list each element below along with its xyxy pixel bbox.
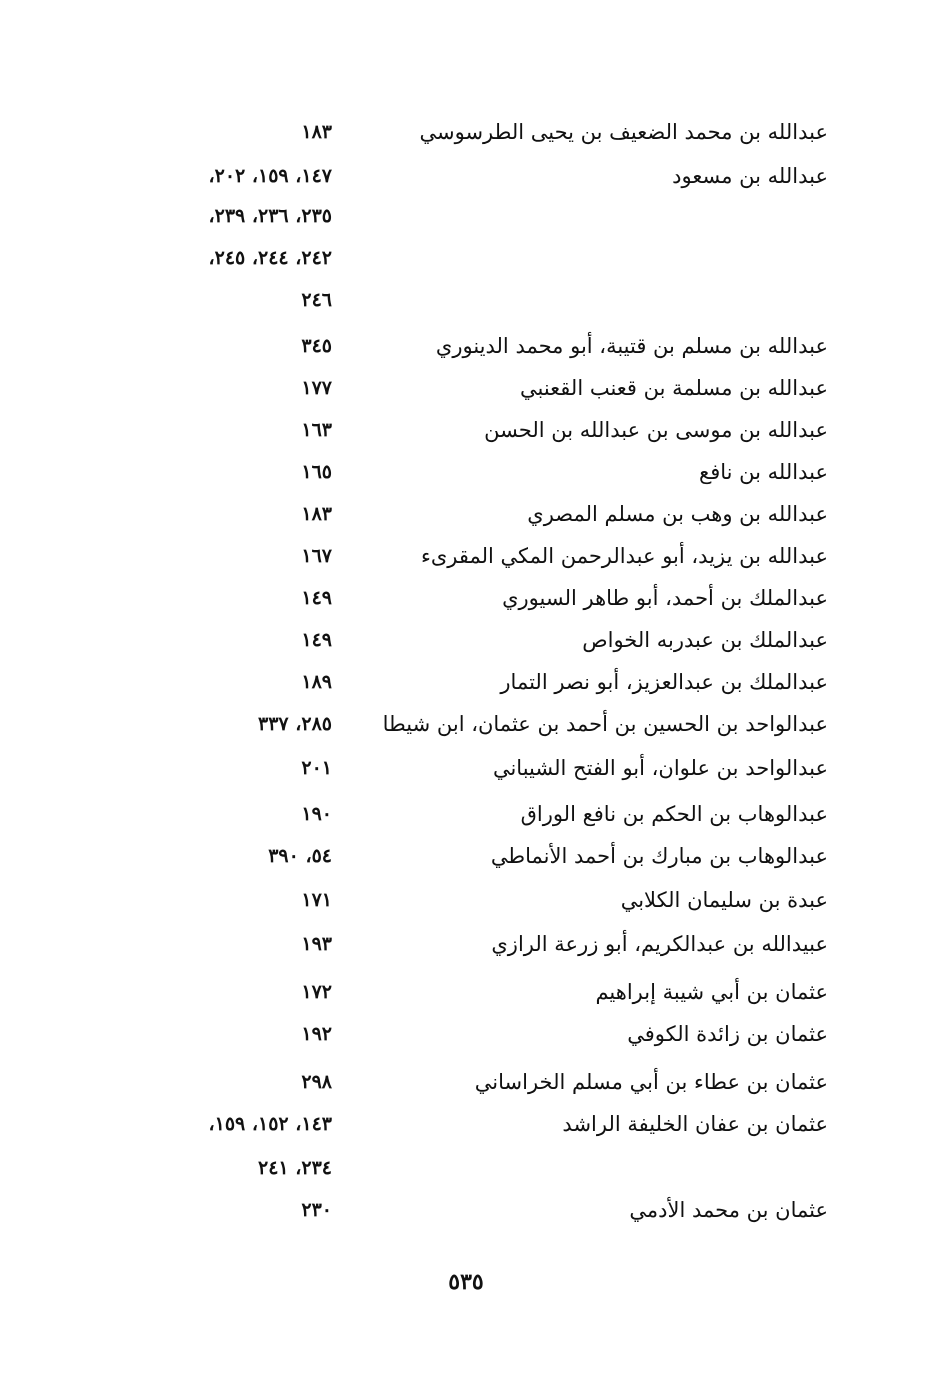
entry-name: عثمان بن محمد الأدمي xyxy=(629,1198,828,1222)
entry-name: عثمان بن عفان الخليفة الراشد xyxy=(562,1112,828,1136)
index-entry xyxy=(0,112,932,152)
entry-pages: ١٦٣ xyxy=(301,419,332,441)
entry-pages: ٢٨٥، ٣٣٧ xyxy=(258,713,332,735)
entry-pages: ٢٣٤، ٢٤١ xyxy=(258,1157,332,1179)
index-entry xyxy=(0,1062,932,1102)
index-entry xyxy=(0,578,932,618)
entry-name: عبدالله بن مسعود xyxy=(672,164,828,188)
index-entry xyxy=(0,410,932,450)
entry-pages: ١٧١ xyxy=(301,889,332,911)
entry-pages: ١٩٣ xyxy=(301,933,332,955)
entry-name: عبدالواحد بن الحسين بن أحمد بن عثمان، ابن شيطا xyxy=(382,712,828,736)
index-entry xyxy=(0,280,932,320)
entry-pages: ١٩٢ xyxy=(301,1023,332,1045)
entry-name: عبدالله بن محمد الضعيف بن يحيى الطرسوسي xyxy=(419,120,828,144)
entry-name: عبدالله بن وهب بن مسلم المصري xyxy=(527,502,828,526)
entry-name: عبدالله بن مسلم بن قتيبة، أبو محمد الدينوري xyxy=(435,334,828,358)
index-entry xyxy=(0,238,932,278)
entry-name: عبدالوهاب بن مبارك بن أحمد الأنماطي xyxy=(490,844,828,868)
entry-pages: ٢٠١ xyxy=(301,757,332,779)
entry-pages: ١٤٩ xyxy=(301,629,332,651)
entry-name: عبدالملك بن عبدالعزيز، أبو نصر التمار xyxy=(500,670,828,694)
entry-pages: ٢٣٠ xyxy=(301,1199,332,1221)
entry-name: عبدالملك بن أحمد، أبو طاهر السيوري xyxy=(502,586,828,610)
entry-pages: ١٧٧ xyxy=(301,377,332,399)
entry-pages: ١٩٠ xyxy=(301,803,332,825)
entry-pages: ١٦٧ xyxy=(301,545,332,567)
entry-pages: ١٤٣، ١٥٢، ١٥٩، xyxy=(208,1113,332,1135)
entry-pages: ١٤٧، ١٥٩، ٢٠٢، xyxy=(208,165,332,187)
entry-name: عثمان بن زائدة الكوفي xyxy=(627,1022,828,1046)
entry-pages: ١٧٢ xyxy=(301,981,332,1003)
index-entry xyxy=(0,326,932,366)
entry-name: عبدالله بن مسلمة بن قعنب القعنبي xyxy=(520,376,828,400)
entry-name: عثمان بن عطاء بن أبي مسلم الخراساني xyxy=(474,1070,828,1094)
entry-pages: ١٨٣ xyxy=(301,503,332,525)
entry-name: عبدالواحد بن علوان، أبو الفتح الشيباني xyxy=(492,756,828,780)
entry-pages: ٥٤، ٣٩٠ xyxy=(268,845,332,867)
index-entry xyxy=(0,1104,932,1144)
index-entry xyxy=(0,536,932,576)
entry-pages: ٣٤٥ xyxy=(301,335,332,357)
entry-pages: ١٤٩ xyxy=(301,587,332,609)
page-number: ٥٣٥ xyxy=(448,1269,484,1295)
index-entry xyxy=(0,972,932,1012)
index-entry xyxy=(0,368,932,408)
index-entry xyxy=(0,494,932,534)
index-entry xyxy=(0,1190,932,1230)
index-entry xyxy=(0,880,932,920)
entry-pages: ١٨٣ xyxy=(301,121,332,143)
index-entry xyxy=(0,704,932,744)
index-entry xyxy=(0,794,932,834)
index-entry xyxy=(0,620,932,660)
entry-pages: ١٨٩ xyxy=(301,671,332,693)
index-entry xyxy=(0,836,932,876)
entry-pages: ٢٤٦ xyxy=(301,289,332,311)
index-entry xyxy=(0,924,932,964)
index-entry xyxy=(0,748,932,788)
index-entry xyxy=(0,1014,932,1054)
entry-pages: ٢٤٢، ٢٤٤، ٢٤٥، xyxy=(208,247,332,269)
entry-name: عبدالوهاب بن الحكم بن نافع الوراق xyxy=(520,802,828,826)
entry-name: عبدالله بن موسى بن عبدالله بن الحسن xyxy=(484,418,828,442)
entry-pages: ١٦٥ xyxy=(301,461,332,483)
entry-name: عبيدالله بن عبدالكريم، أبو زرعة الرازي xyxy=(491,932,828,956)
entry-name: عبدالملك بن عبدربه الخواص xyxy=(582,628,828,652)
index-entry xyxy=(0,452,932,492)
entry-name: عبدالله بن يزيد، أبو عبدالرحمن المكي المقرىء xyxy=(420,544,828,568)
index-entry xyxy=(0,1148,932,1188)
index-entry xyxy=(0,196,932,236)
entry-name: عبدة بن سليمان الكلابي xyxy=(620,888,828,912)
entry-pages: ٢٩٨ xyxy=(301,1071,332,1093)
entry-name: عثمان بن أبي شيبة إبراهيم xyxy=(595,980,828,1004)
index-entry xyxy=(0,662,932,702)
entry-name: عبدالله بن نافع xyxy=(699,460,828,484)
index-entry xyxy=(0,156,932,196)
entry-pages: ٢٣٥، ٢٣٦، ٢٣٩، xyxy=(208,205,332,227)
